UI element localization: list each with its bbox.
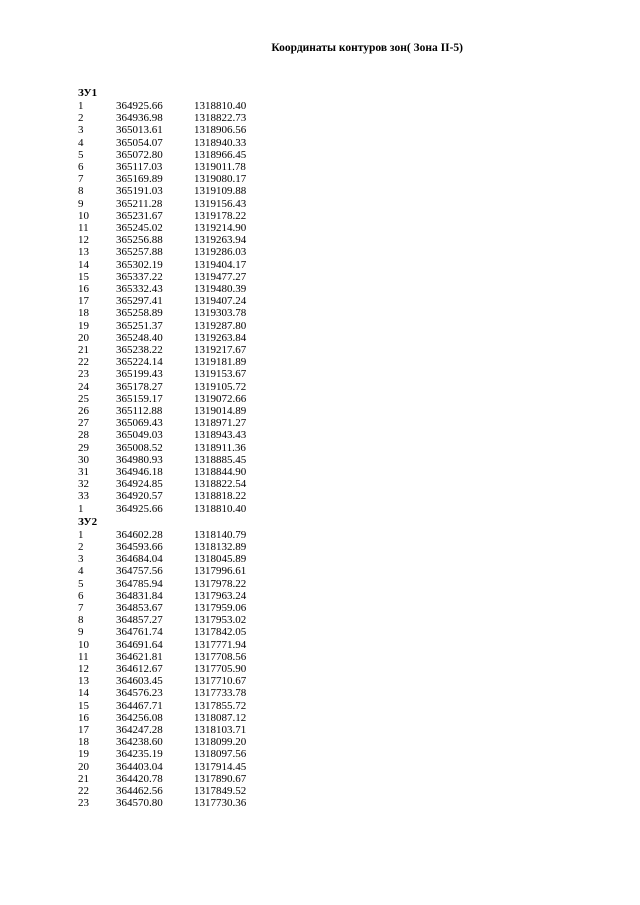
y-coordinate: 1318943.43	[194, 429, 247, 442]
y-coordinate: 1317978.22	[194, 577, 247, 590]
x-coordinate: 364462.56	[116, 785, 163, 797]
point-number: 10	[78, 209, 89, 222]
point-number: 18	[78, 736, 89, 749]
x-coordinate: 365013.61	[116, 124, 163, 137]
point-number: 14	[78, 258, 89, 271]
point-number: 12	[78, 663, 89, 675]
x-coordinate: 365257.88	[116, 246, 163, 259]
point-number: 31	[78, 466, 89, 478]
y-coordinate: 1317733.78	[194, 687, 247, 700]
point-number: 21	[78, 772, 89, 785]
x-coordinate: 364691.64	[116, 638, 163, 651]
x-coordinate: 365159.17	[116, 392, 163, 405]
point-number: 15	[78, 699, 89, 712]
x-coordinate: 365178.27	[116, 380, 163, 393]
point-number: 26	[78, 405, 89, 417]
y-coordinate: 1318099.20	[194, 736, 247, 749]
x-coordinate: 365211.28	[116, 197, 163, 210]
y-coordinate: 1318822.73	[194, 112, 247, 125]
y-coordinate: 1319303.78	[194, 307, 247, 320]
point-number: 1	[78, 528, 84, 541]
y-coordinate: 1318103.71	[194, 724, 247, 736]
point-number: 2	[78, 541, 84, 553]
x-coordinate: 365049.03	[116, 429, 163, 442]
y-coordinate: 1318045.89	[194, 553, 247, 566]
point-number: 5	[78, 148, 84, 161]
y-coordinate: 1318097.56	[194, 748, 247, 761]
x-coordinate: 364946.18	[116, 466, 163, 478]
point-number: 13	[78, 246, 89, 259]
y-coordinate: 1318822.54	[194, 478, 247, 491]
y-coordinate: 1318810.40	[194, 502, 247, 515]
x-coordinate: 365251.37	[116, 319, 163, 332]
y-coordinate: 1317959.06	[194, 602, 247, 614]
point-number: 10	[78, 638, 89, 651]
x-coordinate: 365112.88	[116, 405, 163, 417]
y-coordinate: 1319217.67	[194, 344, 247, 356]
point-number: 16	[78, 711, 89, 724]
y-coordinate: 1317953.02	[194, 614, 247, 627]
y-coordinate: 1317771.94	[194, 638, 247, 651]
point-number: 3	[78, 553, 84, 566]
x-coordinate: 364621.81	[116, 650, 163, 663]
y-coordinate: 1319480.39	[194, 283, 247, 295]
x-coordinate: 364924.85	[116, 478, 163, 491]
y-coordinate: 1317730.36	[194, 797, 247, 810]
point-number: 21	[78, 344, 89, 356]
point-number: 30	[78, 453, 89, 466]
point-number: 9	[78, 626, 84, 639]
y-coordinate: 1318940.33	[194, 136, 247, 149]
x-coordinate: 365169.89	[116, 173, 163, 186]
x-coordinate: 365231.67	[116, 209, 163, 222]
y-coordinate: 1319080.17	[194, 173, 247, 186]
y-coordinate: 1319263.84	[194, 331, 247, 344]
x-coordinate: 365238.22	[116, 344, 163, 356]
x-coordinate: 364593.66	[116, 541, 163, 553]
y-coordinate: 1318906.56	[194, 124, 247, 137]
x-coordinate: 364936.98	[116, 112, 163, 125]
point-number: 32	[78, 478, 89, 491]
y-coordinate: 1319407.24	[194, 295, 247, 308]
x-coordinate: 365248.40	[116, 331, 163, 344]
point-number: 9	[78, 197, 84, 210]
x-coordinate: 365256.88	[116, 234, 163, 247]
x-coordinate: 365191.03	[116, 185, 163, 198]
point-number: 4	[78, 136, 84, 149]
x-coordinate: 364857.27	[116, 614, 163, 627]
x-coordinate: 364467.71	[116, 699, 163, 712]
y-coordinate: 1318140.79	[194, 528, 247, 541]
point-number: 1	[78, 502, 84, 515]
point-number: 20	[78, 331, 89, 344]
y-coordinate: 1319105.72	[194, 380, 247, 393]
x-coordinate: 364576.23	[116, 687, 163, 700]
x-coordinate: 364256.08	[116, 711, 163, 724]
y-coordinate: 1317890.67	[194, 772, 247, 785]
y-coordinate: 1319404.17	[194, 258, 247, 271]
y-coordinate: 1318810.40	[194, 100, 247, 112]
x-coordinate: 365054.07	[116, 136, 163, 149]
x-coordinate: 365069.43	[116, 417, 163, 430]
x-coordinate: 365302.19	[116, 258, 163, 271]
point-number: 17	[78, 724, 89, 736]
point-number: 8	[78, 614, 84, 627]
y-coordinate: 1319014.89	[194, 405, 247, 417]
x-coordinate: 364602.28	[116, 528, 163, 541]
point-number: 11	[78, 650, 89, 663]
y-coordinate: 1318844.90	[194, 466, 247, 478]
x-coordinate: 364785.94	[116, 577, 163, 590]
point-number: 24	[78, 380, 89, 393]
x-coordinate: 364570.80	[116, 797, 163, 810]
y-coordinate: 1319178.22	[194, 209, 247, 222]
x-coordinate: 365008.52	[116, 441, 163, 454]
y-coordinate: 1317855.72	[194, 699, 247, 712]
x-coordinate: 364920.57	[116, 490, 163, 503]
point-number: 15	[78, 270, 89, 283]
x-coordinate: 365337.22	[116, 270, 163, 283]
x-coordinate: 365072.80	[116, 148, 163, 161]
point-number: 12	[78, 234, 89, 247]
point-number: 2	[78, 112, 84, 125]
x-coordinate: 365199.43	[116, 368, 163, 381]
x-coordinate: 365224.14	[116, 356, 163, 369]
y-coordinate: 1319072.66	[194, 392, 247, 405]
x-coordinate: 364235.19	[116, 748, 163, 761]
point-number: 19	[78, 748, 89, 761]
y-coordinate: 1319181.89	[194, 356, 247, 369]
document-title: Координаты контуров зон( Зона II-5)	[271, 42, 463, 54]
y-coordinate: 1317842.05	[194, 626, 247, 639]
x-coordinate: 364420.78	[116, 772, 163, 785]
x-coordinate: 364980.93	[116, 453, 163, 466]
x-coordinate: 365117.03	[116, 161, 163, 173]
point-number: 6	[78, 161, 84, 173]
x-coordinate: 365245.02	[116, 222, 163, 234]
section-header: ЗУ2	[78, 515, 98, 528]
x-coordinate: 365258.89	[116, 307, 163, 320]
point-number: 29	[78, 441, 89, 454]
x-coordinate: 364238.60	[116, 736, 163, 749]
x-coordinate: 364603.45	[116, 675, 163, 688]
point-number: 19	[78, 319, 89, 332]
y-coordinate: 1317914.45	[194, 760, 247, 773]
point-number: 16	[78, 283, 89, 295]
point-number: 13	[78, 675, 89, 688]
point-number: 27	[78, 417, 89, 430]
y-coordinate: 1317849.52	[194, 785, 247, 797]
x-coordinate: 364247.28	[116, 724, 163, 736]
point-number: 28	[78, 429, 89, 442]
point-number: 20	[78, 760, 89, 773]
point-number: 3	[78, 124, 84, 137]
point-number: 17	[78, 295, 89, 308]
x-coordinate: 364761.74	[116, 626, 163, 639]
y-coordinate: 1318971.27	[194, 417, 247, 430]
x-coordinate: 364925.66	[116, 100, 163, 112]
point-number: 18	[78, 307, 89, 320]
y-coordinate: 1319011.78	[194, 161, 246, 173]
x-coordinate: 364403.04	[116, 760, 163, 773]
point-number: 4	[78, 565, 84, 578]
point-number: 5	[78, 577, 84, 590]
y-coordinate: 1319477.27	[194, 270, 247, 283]
point-number: 22	[78, 356, 89, 369]
point-number: 33	[78, 490, 89, 503]
point-number: 8	[78, 185, 84, 198]
point-number: 7	[78, 173, 84, 186]
point-number: 23	[78, 797, 89, 810]
y-coordinate: 1317708.56	[194, 650, 247, 663]
y-coordinate: 1319214.90	[194, 222, 247, 234]
y-coordinate: 1319153.67	[194, 368, 247, 381]
y-coordinate: 1317705.90	[194, 663, 247, 675]
x-coordinate: 365297.41	[116, 295, 163, 308]
y-coordinate: 1319109.88	[194, 185, 247, 198]
y-coordinate: 1318966.45	[194, 148, 247, 161]
y-coordinate: 1317710.67	[194, 675, 247, 688]
y-coordinate: 1317996.61	[194, 565, 247, 578]
y-coordinate: 1318087.12	[194, 711, 247, 724]
x-coordinate: 364612.67	[116, 663, 163, 675]
point-number: 6	[78, 589, 84, 602]
x-coordinate: 364925.66	[116, 502, 163, 515]
y-coordinate: 1318885.45	[194, 453, 247, 466]
point-number: 7	[78, 602, 84, 614]
point-number: 1	[78, 100, 84, 112]
y-coordinate: 1319287.80	[194, 319, 247, 332]
point-number: 23	[78, 368, 89, 381]
point-number: 22	[78, 785, 89, 797]
x-coordinate: 365332.43	[116, 283, 163, 295]
point-number: 11	[78, 222, 89, 234]
y-coordinate: 1318818.22	[194, 490, 247, 503]
x-coordinate: 364853.67	[116, 602, 163, 614]
point-number: 25	[78, 392, 89, 405]
y-coordinate: 1318132.89	[194, 541, 247, 553]
y-coordinate: 1319263.94	[194, 234, 247, 247]
x-coordinate: 364831.84	[116, 589, 163, 602]
x-coordinate: 364757.56	[116, 565, 163, 578]
y-coordinate: 1318911.36	[194, 441, 246, 454]
point-number: 14	[78, 687, 89, 700]
y-coordinate: 1319156.43	[194, 197, 247, 210]
y-coordinate: 1317963.24	[194, 589, 247, 602]
y-coordinate: 1319286.03	[194, 246, 247, 259]
x-coordinate: 364684.04	[116, 553, 163, 566]
section-header: ЗУ1	[78, 87, 98, 99]
